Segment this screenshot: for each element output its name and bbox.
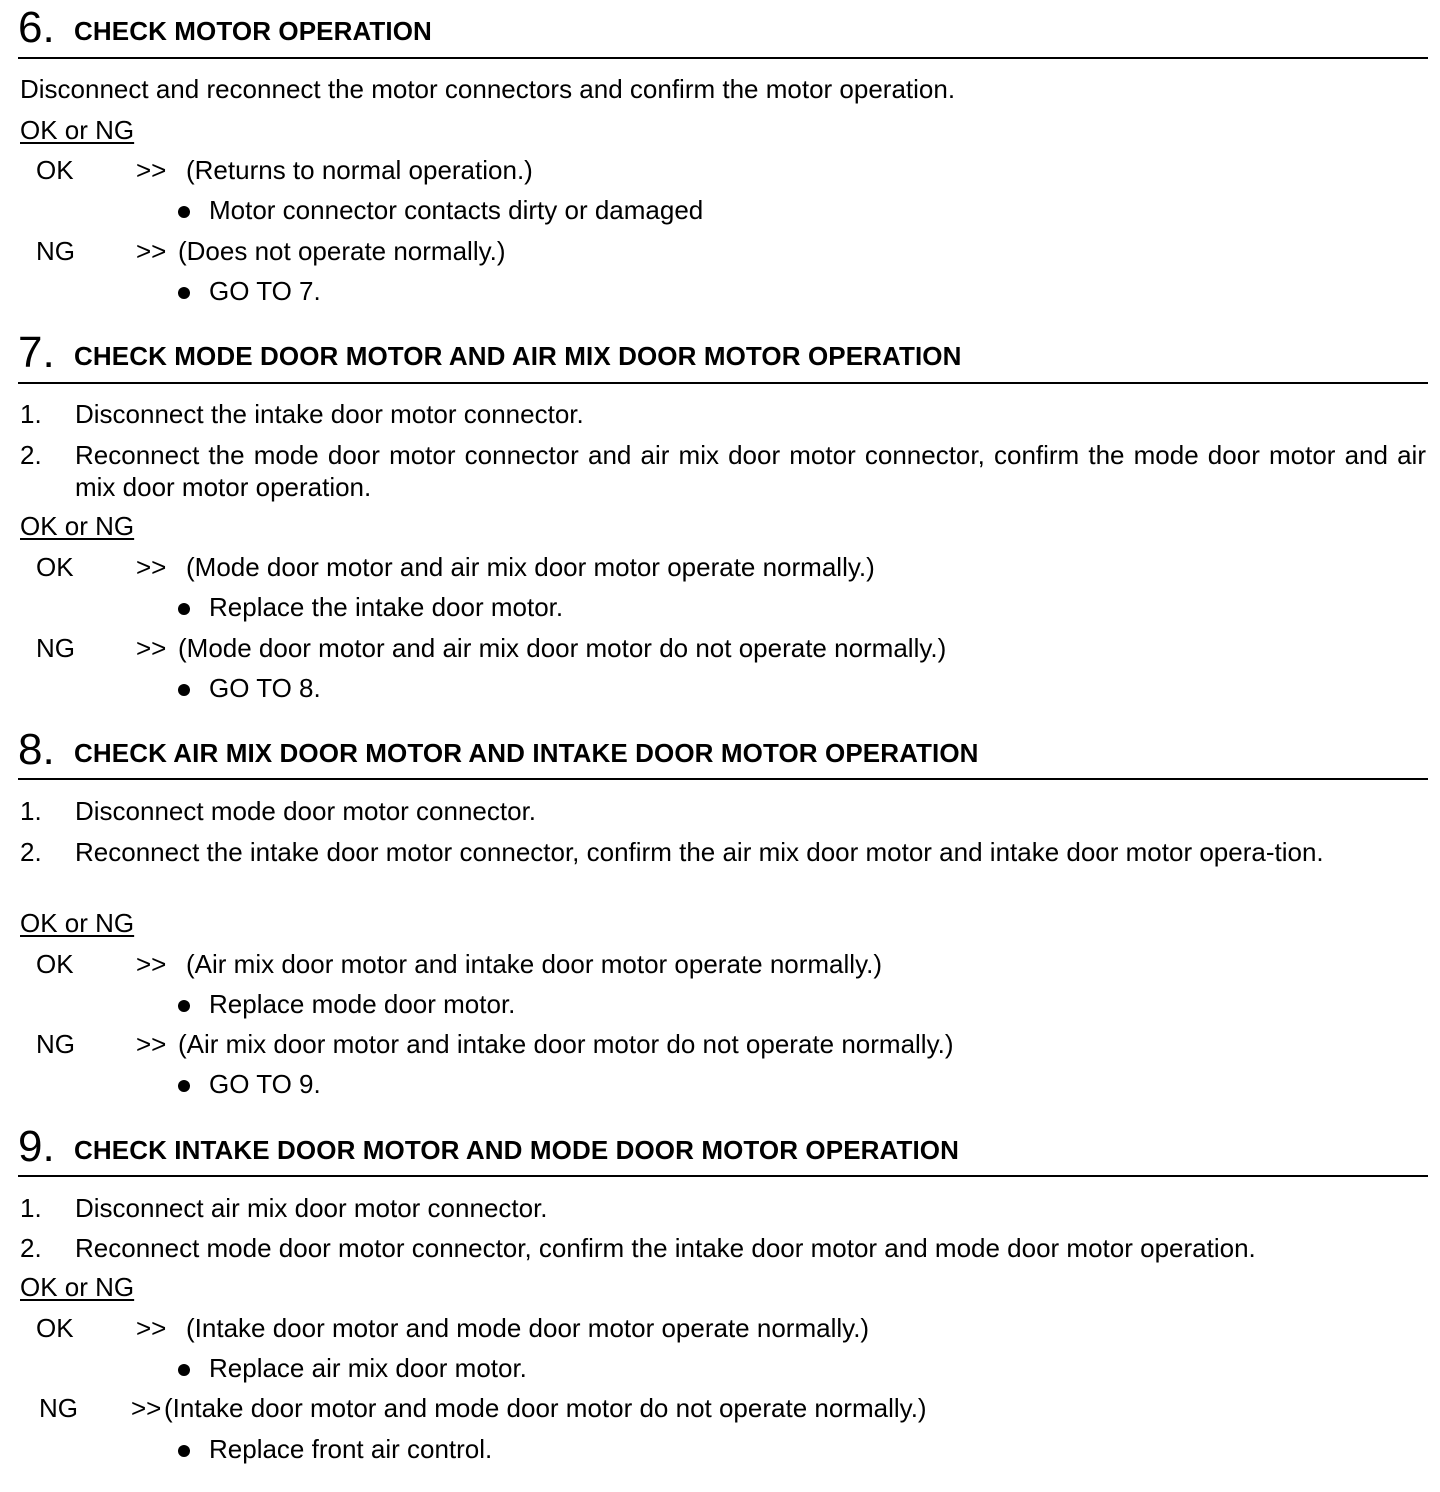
ok-or-ng-label: OK or NG	[20, 115, 135, 145]
step-text: Reconnect the mode door motor connector and air mix door motor connector, confirm the mode door motor and air mix door motor operation.	[75, 440, 1426, 502]
section-title: CHECK INTAKE DOOR MOTOR AND MODE DOOR MOTOR OPERATION	[74, 1135, 959, 1165]
step-number: 1.	[20, 796, 42, 826]
bullet-text: Motor connector contacts dirty or damaged	[209, 195, 704, 225]
result-description: (Mode door motor and air mix door motor operate normally.)	[186, 552, 875, 582]
ok-or-ng-label: OK or NG	[20, 511, 135, 541]
section-divider	[18, 1175, 1428, 1177]
result-description: (Intake door motor and mode door motor operate normally.)	[186, 1313, 870, 1343]
result-label: OK	[36, 1313, 74, 1343]
section-divider	[18, 382, 1428, 384]
result-arrow: >>	[131, 1393, 162, 1423]
section-number: 7.	[18, 328, 55, 377]
ok-or-ng-label: OK or NG	[20, 1272, 135, 1302]
result-arrow: >>	[136, 633, 167, 663]
section-title: CHECK MODE DOOR MOTOR AND AIR MIX DOOR MOTOR OPERATION	[74, 341, 962, 371]
result-label: NG	[36, 633, 75, 663]
step-number: 2.	[20, 837, 42, 867]
step-text: Disconnect the intake door motor connector.	[75, 399, 584, 429]
result-label: OK	[36, 155, 74, 185]
result-arrow: >>	[136, 1029, 167, 1059]
result-arrow: >>	[136, 1313, 167, 1343]
section-intro: Disconnect and reconnect the motor connectors and confirm the motor operation.	[20, 74, 956, 104]
result-description: (Returns to normal operation.)	[186, 155, 533, 185]
bullet-dot-icon	[178, 1000, 190, 1012]
result-description: (Intake door motor and mode door motor do not operate normally.)	[164, 1393, 927, 1423]
result-arrow: >>	[136, 552, 167, 582]
result-description: (Mode door motor and air mix door motor do not operate normally.)	[178, 633, 947, 663]
section-heading	[18, 1123, 1428, 1183]
section-heading	[18, 4, 1428, 64]
section-divider	[18, 778, 1428, 780]
bullet-dot-icon	[178, 1364, 190, 1376]
bullet-text: GO TO 8.	[209, 673, 321, 703]
result-arrow: >>	[136, 949, 167, 979]
section-number: 9.	[18, 1122, 55, 1171]
bullet-text: GO TO 9.	[209, 1069, 321, 1099]
section-number: 8.	[18, 725, 55, 774]
section-heading	[18, 329, 1428, 389]
bullet-dot-icon	[178, 684, 190, 696]
section-divider	[18, 57, 1428, 59]
result-description: (Air mix door motor and intake door motor do not operate normally.)	[178, 1029, 954, 1059]
section-heading	[18, 726, 1428, 786]
section-title: CHECK MOTOR OPERATION	[74, 16, 432, 46]
ok-or-ng-label: OK or NG	[20, 908, 135, 938]
section-title: CHECK AIR MIX DOOR MOTOR AND INTAKE DOOR MOTOR OPERATION	[74, 738, 979, 768]
step-text: Reconnect mode door motor connector, confirm the intake door motor and mode door motor operation.	[75, 1233, 1256, 1263]
result-arrow: >>	[136, 155, 167, 185]
step-number: 1.	[20, 399, 42, 429]
bullet-dot-icon	[178, 1445, 190, 1457]
step-number: 1.	[20, 1193, 42, 1223]
result-label: NG	[36, 1029, 75, 1059]
step-text: Disconnect air mix door motor connector.	[75, 1193, 548, 1223]
step-text: Reconnect the intake door motor connector, confirm the air mix door motor and intake door motor opera-tion.	[75, 837, 1324, 867]
bullet-text: Replace front air control.	[209, 1434, 493, 1464]
result-arrow: >>	[136, 236, 167, 266]
result-label: OK	[36, 949, 74, 979]
result-label: NG	[36, 236, 75, 266]
bullet-text: Replace the intake door motor.	[209, 592, 564, 622]
bullet-text: Replace mode door motor.	[209, 989, 516, 1019]
bullet-dot-icon	[178, 603, 190, 615]
result-description: (Air mix door motor and intake door motor operate normally.)	[186, 949, 883, 979]
step-number: 2.	[20, 1233, 42, 1263]
step-text: Disconnect mode door motor connector.	[75, 796, 537, 826]
result-description: (Does not operate normally.)	[178, 236, 506, 266]
bullet-text: GO TO 7.	[209, 276, 321, 306]
bullet-text: Replace air mix door motor.	[209, 1353, 527, 1383]
result-label: OK	[36, 552, 74, 582]
step-number: 2.	[20, 440, 42, 470]
result-label: NG	[39, 1393, 78, 1423]
bullet-dot-icon	[178, 206, 190, 218]
section-number: 6.	[18, 3, 55, 52]
bullet-dot-icon	[178, 287, 190, 299]
bullet-dot-icon	[178, 1080, 190, 1092]
